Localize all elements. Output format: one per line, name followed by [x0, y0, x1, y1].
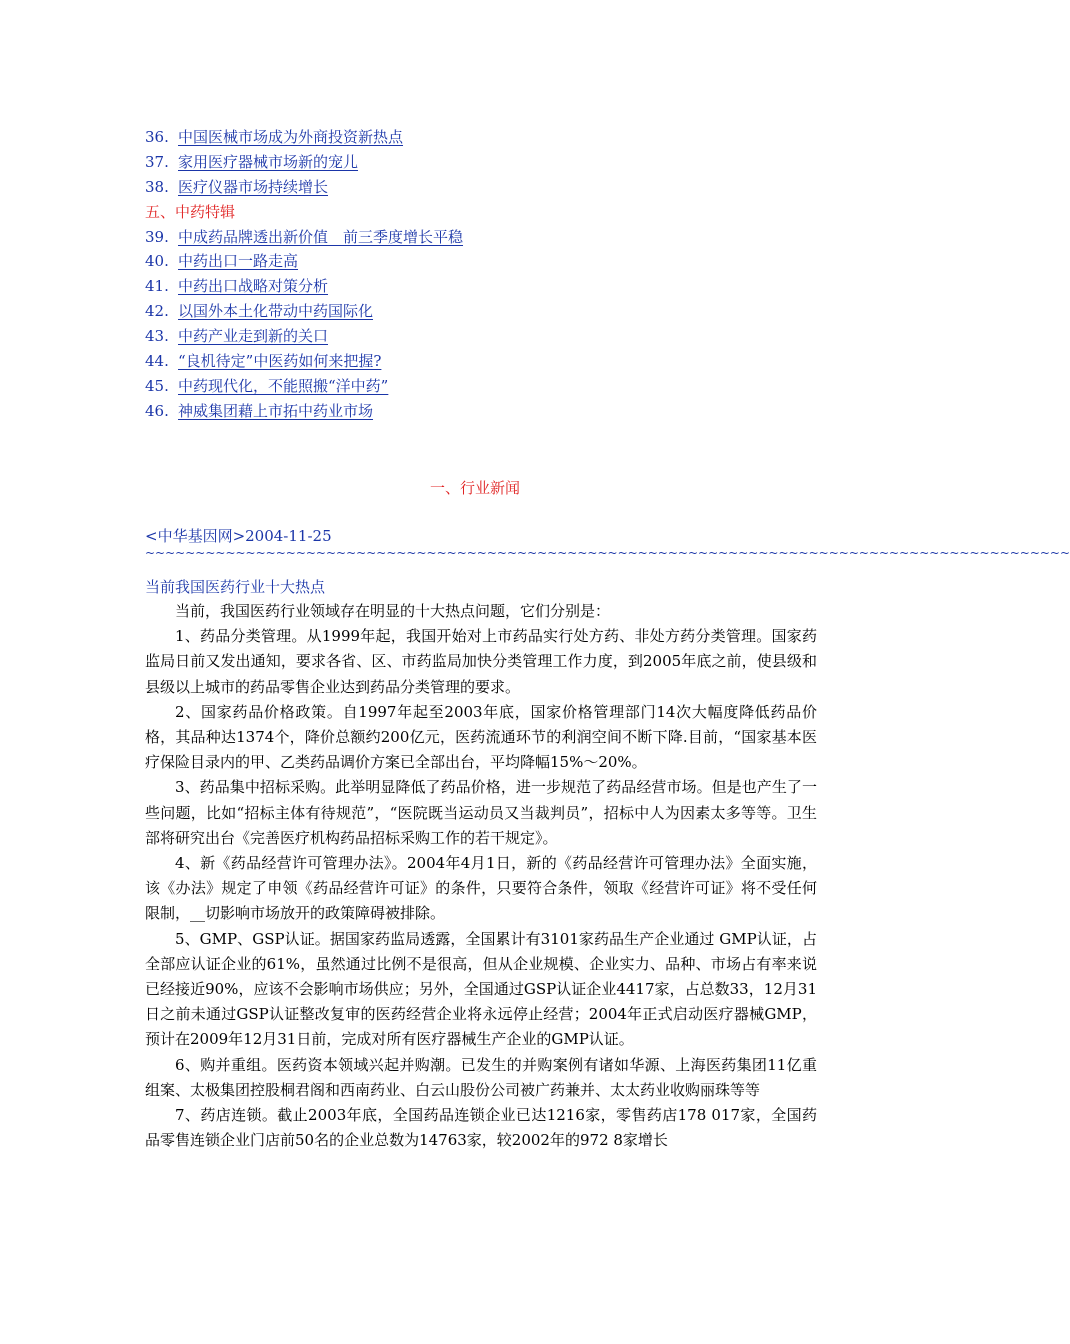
- toc-link[interactable]: 中药出口战略对策分析: [178, 277, 329, 296]
- source-date-line: <中华基因网>2004-11-25: [145, 527, 332, 545]
- paragraph: 4、新《药品经营许可管理办法》。2004年4月1日，新的《药品经营许可管理办法》全面实施，该《办法》规定了申领《药品经营许可证》的条件，只要符合条件，领取《经营许可证》将不受任何限制，__切影响市场放开的政策障碍被排除。: [145, 854, 817, 923]
- toc-link[interactable]: 中成药品牌透出新价值 前三季度增长平稳: [178, 227, 464, 246]
- toc-number: 44.: [145, 352, 169, 371]
- toc-item[interactable]: [145, 299, 825, 324]
- toc-item[interactable]: [145, 150, 825, 175]
- paragraph: 6、购并重组。医药资本领域兴起并购潮。已发生的并购案例有诸如华源、上海医药集团11亿重组案、太极集团控股桐君阁和西南药业、白云山股份公司被广药兼并、太太药业收购丽珠等等: [145, 1055, 817, 1099]
- toc-link[interactable]: 医疗仪器市场持续增长: [178, 177, 329, 196]
- toc-link[interactable]: “良机待定”中医药如何来把握?: [178, 352, 382, 371]
- toc-number: 36.: [145, 128, 169, 146]
- separator-line: ~~~~~~~~~~~~~~~~~~~~~~~~~~~~~~~~~~~~~~~~~~~~~~~~~~~~~~~~~~~~~~~~~~~~~~~~~~~~~~~~~~~~~~~~~~~~: [145, 546, 1070, 560]
- paragraph: 1、药品分类管理。从1999年起，我国开始对上市药品实行处方药、非处方药分类管理。国家药监局日前又发出通知，要求各省、区、市药监局加快分类管理工作力度，到2005年底之前，使县级和县级以上城市的药品零售企业达到药品分类管理的要求。: [145, 627, 817, 696]
- toc-link[interactable]: 中药现代化，不能照搬“洋中药”: [178, 376, 389, 395]
- paragraph: 7、药店连锁。截止2003年底，全国药品连锁企业已达1216家，零售药店178 017家，全国药品零售连锁企业门店前50名的企业总数为14763家，较2002年的972 8家增长: [145, 1106, 817, 1150]
- toc-item[interactable]: [145, 399, 825, 424]
- toc-number: 39.: [145, 227, 169, 246]
- paragraph: 3、药品集中招标采购。此举明显降低了药品价格，进一步规范了药品经营市场。但是也产生了一些问题，比如“招标主体有待规范”，“医院既当运动员又当裁判员”，招标中人为因素太多等等。卫生部将研究出台《完善医疗机构药品招标采购工作的若干规定》。: [145, 778, 817, 847]
- toc-item[interactable]: [145, 349, 825, 374]
- toc-link[interactable]: 中药出口一路走高: [178, 252, 299, 271]
- toc-number: 41.: [145, 277, 169, 296]
- toc-section-heading: [145, 200, 825, 225]
- toc-number: 45.: [145, 376, 169, 395]
- toc-link[interactable]: 神威集团藉上市拓中药业市场: [178, 401, 374, 420]
- toc-item[interactable]: [145, 175, 825, 200]
- table-of-contents: [145, 125, 825, 424]
- toc-item[interactable]: [145, 274, 825, 299]
- paragraph: 5、GMP、GSP认证。据国家药监局透露，全国累计有3101家药品生产企业通过 GMP认证，占全部应认证企业的61%，虽然通过比例不是很高，但从企业规模、企业实力、品种、市场占有率来说已经接近90%，应该不会影响市场供应；另外，全国通过GSP认证企业4417家，占总数33，12月31日之前未通过GSP认证整改复审的医药经营企业将永远停止经营；2004年正式启动医疗器械GMP，预计在2009年12月31日前，完成对所有医疗器械生产企业的GMP认证。: [145, 929, 817, 1049]
- toc-item[interactable]: [145, 374, 825, 399]
- toc-link[interactable]: 以国外本土化带动中药国际化: [178, 302, 374, 321]
- toc-link[interactable]: 家用医疗器械市场新的宠儿: [178, 152, 359, 171]
- toc-link[interactable]: 中国医械市场成为外商投资新热点: [178, 128, 404, 146]
- toc-number: 37.: [145, 152, 169, 171]
- toc-item[interactable]: [145, 249, 825, 274]
- toc-item[interactable]: [145, 125, 825, 150]
- toc-number: 42.: [145, 302, 169, 321]
- article-title: 当前我国医药行业十大热点: [145, 578, 326, 596]
- toc-number: 46.: [145, 401, 169, 420]
- toc-item[interactable]: [145, 225, 825, 250]
- toc-number: 40.: [145, 252, 169, 271]
- section-heading: 一、行业新闻: [429, 479, 520, 497]
- toc-number: 43.: [145, 327, 169, 346]
- toc-number: 38.: [145, 177, 169, 196]
- article-body: [145, 599, 817, 1153]
- paragraph: 2、国家药品价格政策。自1997年起至2003年底，国家价格管理部门14次大幅度降低药品价格，其品种达1374个，降价总额约200亿元，医药流通环节的利润空间不断下降.目前，“国家基本医疗保险目录内的甲、乙类药品调价方案已全部出台，平均降幅15%～20%。: [145, 702, 817, 772]
- toc-item[interactable]: [145, 324, 825, 349]
- paragraph: 当前，我国医药行业领域存在明显的十大热点问题，它们分别是：: [175, 602, 611, 620]
- toc-section-label: 五、中药特辑: [145, 202, 236, 221]
- toc-link[interactable]: 中药产业走到新的关口: [178, 327, 329, 346]
